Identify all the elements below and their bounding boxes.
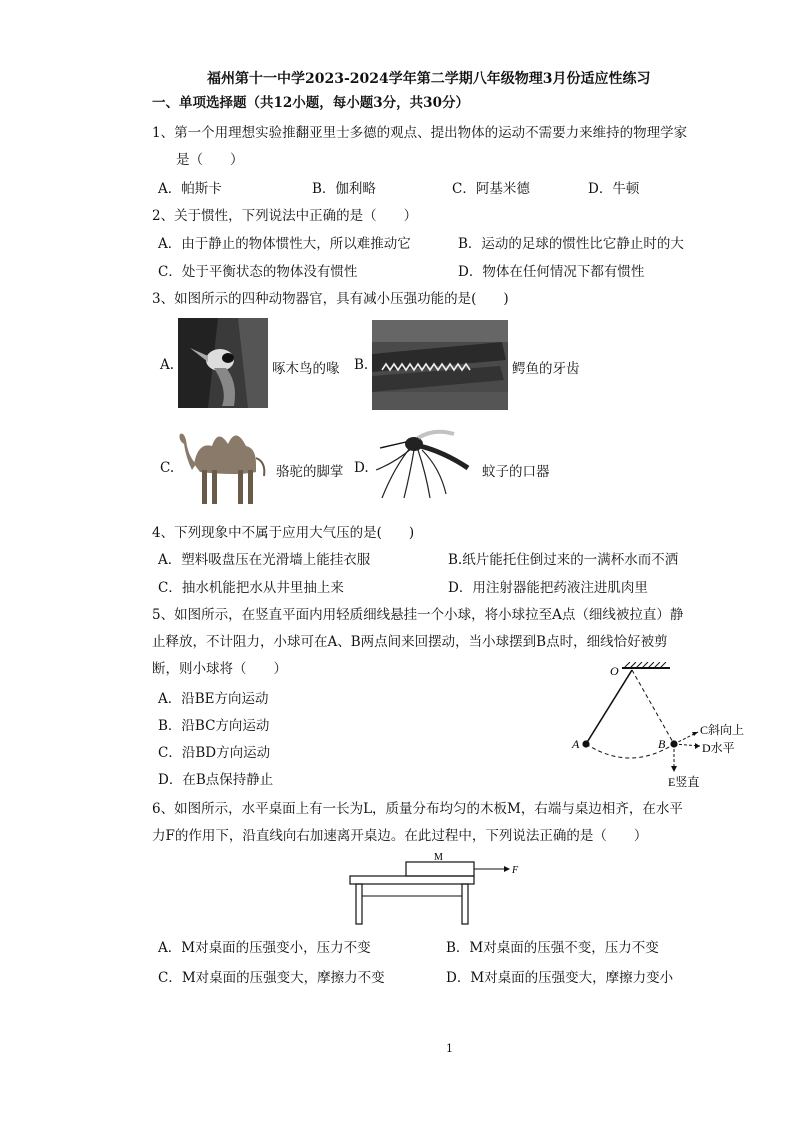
q2-option-d: D．物体在任何情况下都有惯性 bbox=[458, 264, 645, 280]
q3-caption-d: 蚊子的口器 bbox=[482, 464, 550, 480]
section-heading: 一、单项选择题（共12小题，每小题3分，共30分） bbox=[152, 95, 469, 111]
q3-letter-a: A. bbox=[160, 357, 175, 373]
q5-stem-line2: 止释放，不计阻力，小球可在A、B两点间来回摆动，当小球摆到B点时，细线恰好被剪 bbox=[152, 634, 668, 650]
page-number: 1 bbox=[446, 1042, 453, 1055]
q2-stem: 2、关于惯性，下列说法中正确的是（ ） bbox=[152, 208, 418, 224]
table-board-diagram bbox=[346, 850, 536, 930]
q6-option-b: B．M对桌面的压强不变，压力不变 bbox=[446, 940, 659, 956]
q2-option-c: C．处于平衡状态的物体没有惯性 bbox=[158, 264, 358, 280]
q6-option-c: C．M对桌面的压强变大，摩擦力不变 bbox=[158, 970, 385, 986]
label-c: C斜向上 bbox=[700, 723, 745, 737]
q5-stem-line3: 断，则小球将（ ） bbox=[152, 661, 287, 677]
q3-caption-c: 骆驼的脚掌 bbox=[276, 464, 344, 480]
q3-caption-a: 啄木鸟的喙 bbox=[272, 361, 340, 377]
q4-option-d: D．用注射器能把药液注进肌肉里 bbox=[448, 580, 648, 596]
label-e: E竖直 bbox=[668, 775, 700, 789]
q6-option-a: A．M对桌面的压强变小，压力不变 bbox=[158, 940, 371, 956]
q6-stem-line2: 力F的作用下，沿直线向右加速离开桌边。在此过程中，下列说法正确的是（ ） bbox=[152, 828, 648, 844]
q6-stem-line1: 6、如图所示，水平桌面上有一长为L，质量分布均匀的木板M，右端与桌边相齐，在水平 bbox=[152, 801, 683, 817]
tabletop bbox=[350, 876, 474, 884]
q2-option-a: A．由于静止的物体惯性大，所以难推动它 bbox=[158, 236, 411, 252]
q4-option-a: A．塑料吸盘压在光滑墙上能挂衣服 bbox=[158, 552, 371, 568]
q5-option-c: C．沿BD方向运动 bbox=[158, 745, 271, 761]
q1-option-c: C．阿基米德 bbox=[452, 181, 530, 197]
q1-option-b: B．伽利略 bbox=[312, 181, 376, 197]
q1-stem-line2: 是（ ） bbox=[176, 152, 244, 168]
woodpecker-photo bbox=[178, 318, 268, 408]
q3-stem: 3、如图所示的四种动物器官，具有减小压强功能的是( ) bbox=[152, 291, 509, 307]
q1-option-d: D．牛顿 bbox=[588, 181, 640, 197]
q4-stem: 4、下列现象中不属于应用大气压的是( ) bbox=[152, 525, 415, 541]
pendulum-string bbox=[586, 670, 632, 744]
q2-option-b: B．运动的足球的惯性比它静止时的大 bbox=[458, 236, 684, 252]
q5-stem-line1: 5、如图所示，在竖直平面内用轻质细线悬挂一个小球，将小球拉至A点（细线被拉直）静 bbox=[152, 607, 684, 623]
label-m: M bbox=[434, 852, 443, 863]
label-a: A bbox=[572, 737, 580, 751]
q4-option-c: C．抽水机能把水从井里抽上来 bbox=[158, 580, 344, 596]
label-d: D水平 bbox=[702, 741, 735, 755]
q5-option-d: D．在B点保持静止 bbox=[158, 772, 274, 788]
label-b: B bbox=[658, 737, 666, 751]
camel-photo bbox=[176, 418, 272, 510]
q1-option-a: A．帕斯卡 bbox=[158, 181, 222, 197]
board-m bbox=[406, 862, 474, 876]
q6-option-d: D．M对桌面的压强变大，摩擦力变小 bbox=[446, 970, 674, 986]
q5-option-b: B．沿BC方向运动 bbox=[158, 718, 270, 734]
q3-caption-b: 鳄鱼的牙齿 bbox=[512, 361, 580, 377]
ball-a bbox=[582, 740, 589, 747]
q3-letter-c: C. bbox=[160, 460, 175, 476]
q3-letter-b: B. bbox=[354, 357, 369, 373]
q3-letter-d: D. bbox=[354, 460, 369, 476]
pendulum-diagram bbox=[560, 662, 760, 794]
exam-title: 福州第十一中学2023-2024学年第二学期八年级物理3月份适应性练习 bbox=[207, 71, 651, 87]
crocodile-photo bbox=[372, 320, 508, 410]
q5-option-a: A．沿BE方向运动 bbox=[158, 691, 269, 707]
label-o: O bbox=[610, 664, 619, 678]
mosquito-photo bbox=[374, 428, 474, 500]
q4-option-b: B.纸片能托住倒过来的一满杯水而不洒 bbox=[448, 552, 679, 568]
q1-stem-line1: 1、第一个用理想实验推翻亚里士多德的观点、提出物体的运动不需要力来维持的物理学家 bbox=[152, 125, 688, 141]
label-f: F bbox=[512, 865, 519, 876]
